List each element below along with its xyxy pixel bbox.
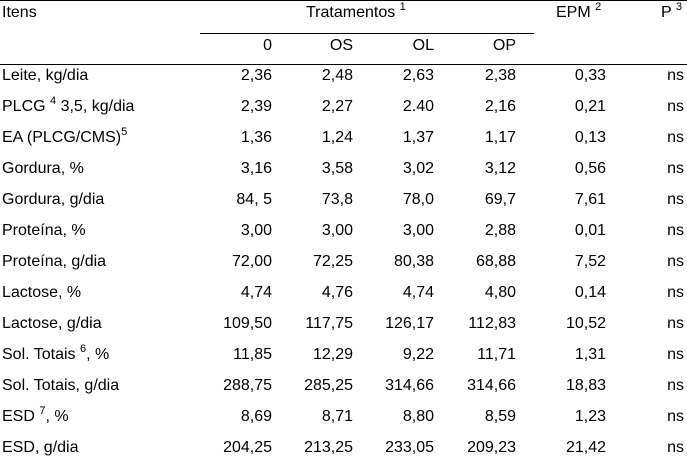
value-cell: 314,66 xyxy=(385,377,434,394)
epm-cell: 0,13 xyxy=(574,129,606,146)
value-cell: 3,12 xyxy=(484,160,516,177)
top-rule xyxy=(0,0,687,1)
value-cell: 117,75 xyxy=(305,315,353,332)
value-cell: 2.40 xyxy=(402,98,434,115)
p-cell: ns xyxy=(667,253,684,270)
value-cell: 4,74 xyxy=(402,284,434,301)
value-cell: 209,23 xyxy=(467,439,516,456)
value-cell: 1,17 xyxy=(484,129,516,146)
row-label: Gordura, g/dia xyxy=(2,191,105,208)
value-cell: 1,24 xyxy=(321,129,353,146)
value-cell: 80,38 xyxy=(393,253,434,270)
row-label: ESD, g/dia xyxy=(2,439,79,456)
row-label: Sol. Totais, g/dia xyxy=(2,377,120,394)
value-cell: 285,25 xyxy=(304,377,353,394)
value-cell: 233,05 xyxy=(385,439,434,456)
epm-cell: 7,52 xyxy=(574,253,606,270)
value-cell: 3,00 xyxy=(402,222,434,239)
row-footnote: 6 xyxy=(79,342,87,355)
value-cell: 8,71 xyxy=(321,408,353,425)
p-cell: ns xyxy=(667,67,684,84)
p-cell: ns xyxy=(667,377,684,394)
p-cell: ns xyxy=(667,129,684,146)
value-cell: 8,69 xyxy=(240,408,272,425)
p-cell: ns xyxy=(667,346,684,363)
value-cell: 1,36 xyxy=(240,129,272,146)
p-cell: ns xyxy=(667,98,684,115)
p-cell: ns xyxy=(667,315,684,332)
value-cell: 72,25 xyxy=(312,253,353,270)
value-cell: 69,7 xyxy=(484,191,516,208)
header-col-ol: OL xyxy=(412,37,434,54)
treatments-footnote: 1 xyxy=(399,0,406,13)
row-label: ESD $^7$, % xyxy=(2,404,69,425)
row-label: Proteína, % xyxy=(2,222,86,239)
header-epm: EPM $^2$ xyxy=(556,0,602,21)
epm-cell: 18,83 xyxy=(565,377,606,394)
p-cell: ns xyxy=(667,160,684,177)
value-cell: 8,80 xyxy=(402,408,434,425)
value-cell: 78,0 xyxy=(402,191,434,208)
value-cell: 2,39 xyxy=(240,98,272,115)
value-cell: 73,8 xyxy=(321,191,353,208)
header-col-0: 0 xyxy=(263,37,272,54)
p-cell: ns xyxy=(667,439,684,456)
value-cell: 8,59 xyxy=(484,408,516,425)
value-cell: 84, 5 xyxy=(236,191,272,208)
header-p: P $^3$ xyxy=(661,0,682,21)
value-cell: 2,88 xyxy=(484,222,516,239)
value-cell: 4,74 xyxy=(240,284,272,301)
value-cell: 3,58 xyxy=(321,160,353,177)
value-cell: 2,38 xyxy=(484,67,516,84)
row-label: Sol. Totais $^6$, % xyxy=(2,342,110,363)
value-cell: 9,22 xyxy=(402,346,434,363)
epm-cell: 0,01 xyxy=(574,222,606,239)
epm-footnote: 2 xyxy=(595,0,602,13)
epm-cell: 0,33 xyxy=(574,67,606,84)
epm-cell: 10,52 xyxy=(565,315,606,332)
value-cell: 12,29 xyxy=(312,346,353,363)
header-col-op: OP xyxy=(492,37,516,54)
treatments-underline xyxy=(200,33,534,34)
row-label: Gordura, % xyxy=(2,160,84,177)
header-bottom-rule xyxy=(0,64,687,65)
value-cell: 2,27 xyxy=(321,98,353,115)
row-footnote: 4 xyxy=(50,94,57,107)
value-cell: 11,85 xyxy=(233,346,272,363)
value-cell: 72,00 xyxy=(231,253,272,270)
p-footnote: 3 xyxy=(675,0,682,13)
value-cell: 2,36 xyxy=(240,67,272,84)
p-cell: ns xyxy=(667,284,684,301)
p-cell: ns xyxy=(667,222,684,239)
value-cell: 11,71 xyxy=(477,346,516,363)
value-cell: 4,80 xyxy=(484,284,516,301)
header-treatments: Tratamentos $^1$ xyxy=(306,0,406,21)
value-cell: 314,66 xyxy=(467,377,516,394)
epm-cell: 0,21 xyxy=(574,98,606,115)
epm-cell: 1,31 xyxy=(574,346,606,363)
header-items: Itens xyxy=(2,4,37,21)
value-cell: 109,50 xyxy=(223,315,272,332)
value-cell: 204,25 xyxy=(223,439,272,456)
value-cell: 68,88 xyxy=(475,253,516,270)
epm-cell: 1,23 xyxy=(574,408,606,425)
p-cell: ns xyxy=(667,408,684,425)
value-cell: 3,16 xyxy=(240,160,272,177)
value-cell: 126,17 xyxy=(385,315,434,332)
value-cell: 1,37 xyxy=(402,129,434,146)
row-label: Proteína, g/dia xyxy=(2,253,107,270)
value-cell: 112,83 xyxy=(468,315,516,332)
value-cell: 2,48 xyxy=(321,67,353,84)
epm-cell: 0,14 xyxy=(574,284,606,301)
value-cell: 3,00 xyxy=(240,222,272,239)
p-cell: ns xyxy=(667,191,684,208)
row-label: EA (PLCG/CMS)$^5$ xyxy=(2,125,128,146)
epm-cell: 7,61 xyxy=(574,191,606,208)
row-label: Leite, kg/dia xyxy=(2,67,89,84)
value-cell: 2,16 xyxy=(484,98,516,115)
value-cell: 4,76 xyxy=(321,284,353,301)
header-col-os: OS xyxy=(329,37,353,54)
row-label: Lactose, g/dia xyxy=(2,315,102,332)
row-label: Lactose, % xyxy=(2,284,82,301)
epm-cell: 21,42 xyxy=(565,439,606,456)
value-cell: 3,02 xyxy=(402,160,434,177)
row-label: PLCG $^4$ 3,5, kg/dia xyxy=(2,94,135,115)
epm-cell: 0,56 xyxy=(574,160,606,177)
row-footnote: 5 xyxy=(121,125,128,138)
value-cell: 288,75 xyxy=(223,377,272,394)
value-cell: 213,25 xyxy=(304,439,353,456)
value-cell: 2,63 xyxy=(402,67,434,84)
row-footnote: 7 xyxy=(39,404,46,417)
value-cell: 3,00 xyxy=(321,222,353,239)
